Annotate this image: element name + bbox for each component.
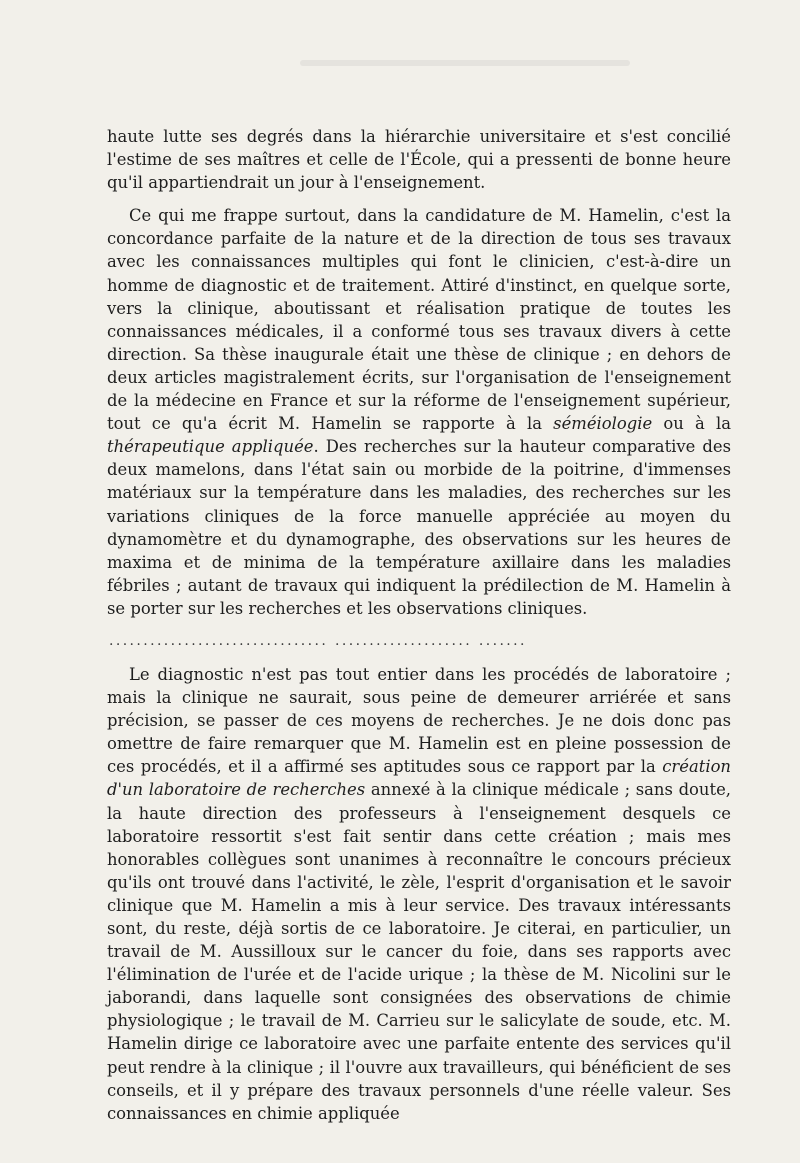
paragraph-candidature bbox=[107, 204, 731, 620]
text-column bbox=[107, 125, 731, 1125]
bleed-through-shadow bbox=[300, 60, 630, 66]
paragraph-laboratoire bbox=[107, 663, 731, 1125]
dotted-separator: ................................ .................... ....... bbox=[109, 632, 527, 649]
paragraph-continuation bbox=[107, 125, 731, 194]
paragraph-3-text-a: Le diagnostic n'est pas tout entier dans les procédés de laboratoire ; mais la clinique ne saurait, sous peine de demeurer arriérée et sans précision, se passer de ces moyens de recherches. Je ne dois donc pas omettre de faire remarquer que M. Hamelin est en pleine possession de ces procédés, et il a affirmé ses aptitudes sous ce rapport par la bbox=[107, 664, 731, 777]
paragraph-2-text-a: Ce qui me frappe surtout, dans la candidature de M. Hamelin, c'est la concordance parfaite de la nature et de la direction de tous ses travaux avec les connaissances multiples qui font le clinicien, c'est-à-dire un homme de diagnostic et de traitement. Attiré d'instinct, en quelque sorte, vers la clinique, aboutissant et réalisation pratique de toutes les connaissances médicales, il a conformé tous ses travaux divers à cette direction. Sa thèse inaugurale était une thèse de clinique ; en dehors de deux articles magistralement écrits, sur l'organisation de l'enseignement de la médecine en France et sur la réforme de l'enseignement supérieur, tout ce qu'a écrit M. Hamelin se rapporte à la bbox=[107, 206, 731, 434]
italic-therapeutique: thérapeutique appliquée bbox=[107, 437, 314, 457]
paragraph-3-text-b: annexé à la clinique médicale ; sans doute, la haute direction des professeurs à l'enseignement desquels ce laboratoire ressortit s'est fait sentir dans cette création ; mais mes honorables collègues sont unanimes à reconnaître le concours précieux qu'ils ont trouvé dans l'activité, le zèle, l'esprit d'organisation et le savoir clinique que M. Hamelin a mis à leur service. Des travaux intéressants sont, du reste, déjà sortis de ce laboratoire. Je citerai, en particulier, un travail de M. Aussilloux sur le cancer du foie, dans ses rapports avec l'élimination de l'urée et de l'acide urique ; la thèse de M. Nicolini sur le jaborandi, dans laquelle sont consignées des observations de chimie physiologique ; le travail de M. Carrieu sur le salicylate de soude, etc. M. Hamelin dirige ce laboratoire avec une parfaite entente des services qu'il peut rendre à la clinique ; il l'ouvre aux travailleurs, qui bénéficient de ses conseils, et il y prépare des travaux personnels d'une réelle valeur. Ses connaissances en chimie appliquée bbox=[107, 780, 731, 1123]
paragraph-1-text: haute lutte ses degrés dans la hiérarchie universitaire et s'est concilié l'estime de ses maîtres et celle de l'École, qui a pressenti de bonne heure qu'il appartiendrait un jour à l'enseignement. bbox=[107, 127, 731, 193]
italic-creation-laboratoire: création d'un laboratoire de recherches bbox=[107, 757, 731, 800]
paragraph-2-text-c: . Des recherches sur la hauteur comparative des deux mamelons, dans l'état sain ou morbide de la poitrine, d'immenses matériaux sur la température dans les maladies, des recherches sur les variations cliniques de la force manuelle appréciée au moyen du dynamomètre et du dynamographe, des observations sur les heures de maxima et de minima de la température axillaire dans les maladies fébriles ; autant de travaux qui indiquent la prédilection de M. Hamelin à se porter sur les recherches et les observations cliniques. bbox=[107, 437, 731, 618]
italic-semeiologie: séméiologie bbox=[553, 414, 653, 434]
paragraph-2-text-b: ou à la bbox=[652, 414, 731, 434]
